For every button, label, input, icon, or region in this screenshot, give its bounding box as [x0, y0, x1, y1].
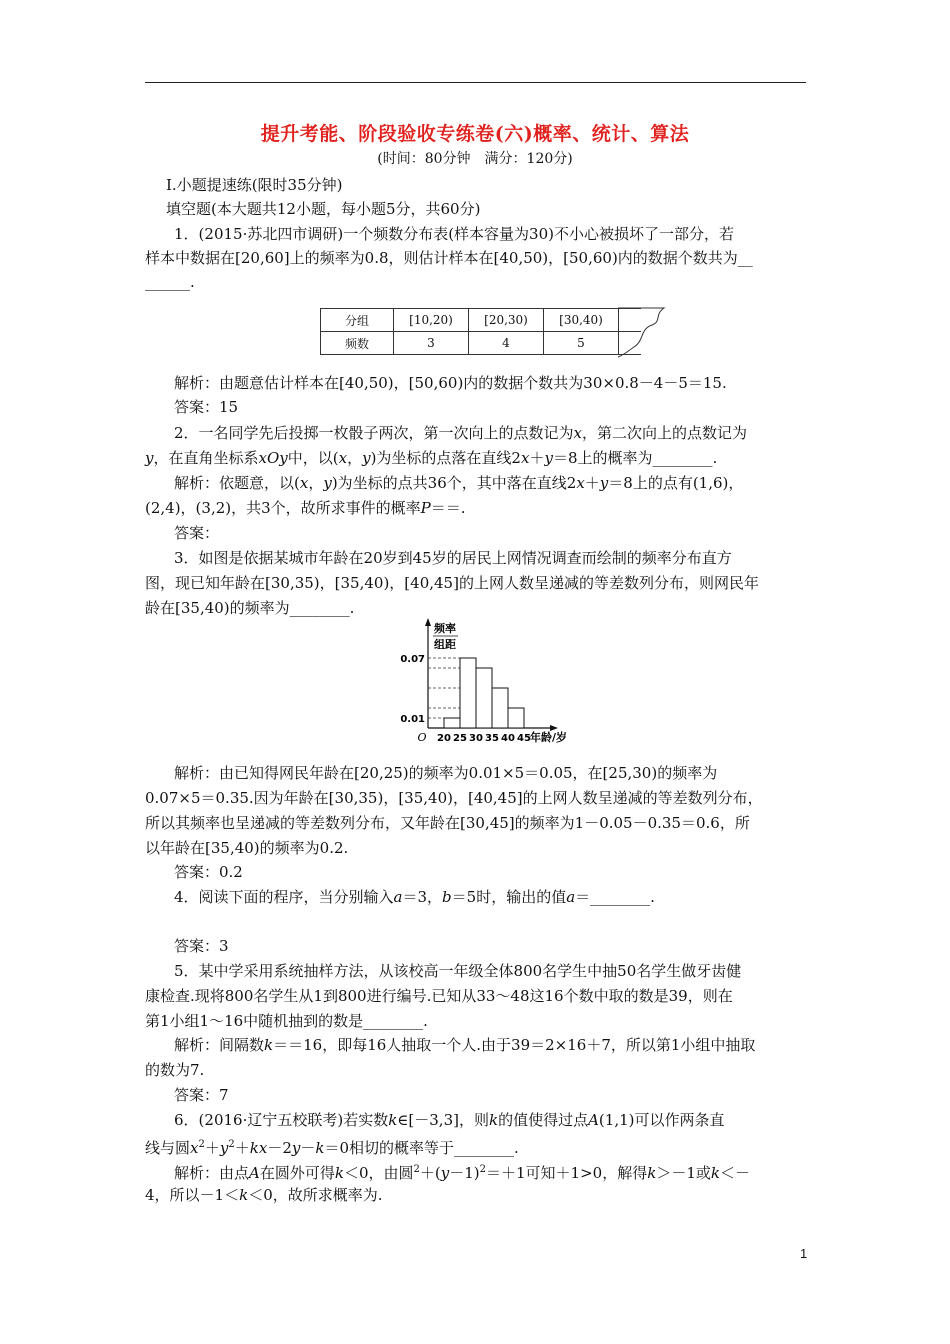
table-cell: 3	[394, 332, 469, 355]
sup-2: 2	[479, 1164, 487, 1175]
text-span: ＋	[234, 1139, 250, 1157]
text-span: (2,4)，(3,2)，共3个，故所求事件的概率	[145, 499, 421, 517]
text-span: ＝＋1可知＋1>0，解得	[486, 1164, 648, 1182]
text-span: ，在直角坐标系	[153, 449, 259, 467]
y-axis-label-numerator: 频率	[434, 622, 456, 635]
x-axis-label: 年龄/岁	[530, 731, 568, 744]
text-span: －1)	[449, 1164, 480, 1182]
q6-line2	[145, 1136, 519, 1157]
q3-line2: 图，现已知年龄在[30,35)，[35,40)，[40,45]的上网人数呈递减的等差数列分布，则网民年	[145, 574, 759, 592]
var-y: y	[323, 474, 332, 492]
torn-edge	[614, 307, 674, 359]
origin-label: O	[417, 731, 427, 744]
histogram-chart	[380, 618, 610, 758]
var-k: k	[710, 1164, 720, 1182]
q4-answer: 答案：3	[174, 937, 229, 955]
var-x: x	[520, 449, 530, 467]
q2-line2	[145, 449, 717, 467]
text-span: 在圆外可得	[259, 1164, 335, 1182]
q2-line1	[174, 424, 747, 442]
q1-line2: 样本中数据在[20,60]上的频率为0.8，则估计样本在[40,50)，[50,60)内的数据个数共为__	[145, 249, 753, 267]
q3-solution-line3: 所以其频率也呈递减的等差数列分布，又年龄在[30,45]的频率为1－0.05－0.35＝0.6，所	[145, 814, 750, 832]
var-k: k	[388, 1111, 398, 1129]
text-span: ，	[308, 474, 324, 492]
q3-solution-line4: 以年龄在[35,40)的频率为0.2.	[145, 839, 349, 857]
text-span: ＜0，故所求概率为.	[248, 1186, 383, 1204]
q6-line1	[174, 1111, 724, 1129]
text-span: 4．阅读下面的程序，当分别输入	[174, 888, 394, 906]
var-k: k	[647, 1164, 657, 1182]
q3-line3: 龄在[35,40)的频率为________.	[145, 599, 355, 617]
var-k: k	[334, 1164, 344, 1182]
text-span: ＝8上的点有(1,6)，	[608, 474, 744, 492]
var-y: y	[291, 1139, 301, 1157]
q3-solution-line2: 0.07×5＝0.35.因为年龄在[30,35)，[35,40)，[40,45]的上网人数呈递减的等差数列分布，	[145, 789, 763, 807]
text-span: ＜－	[719, 1164, 750, 1182]
header-rule	[145, 82, 806, 83]
var-a: a	[393, 888, 403, 906]
text-span: ＝＝16，即每16人抽取一个人.由于39＝2×16＋7，所以第1小组中抽取	[273, 1036, 756, 1054]
section-subheading: 填空题(本大题共12小题，每小题5分，共60分)	[166, 200, 481, 218]
var-y: y	[145, 449, 154, 467]
page-subtitle: (时间：80分钟 满分：120分)	[377, 151, 573, 167]
q5-solution-line1	[174, 1036, 755, 1054]
histogram-bar	[492, 688, 508, 728]
text-span: 解析：由点	[174, 1164, 250, 1182]
text-span: ＝________.	[575, 888, 655, 906]
histogram-bar	[444, 718, 460, 728]
table-cell: [30,40)	[544, 309, 619, 332]
var-x: x	[299, 474, 309, 492]
text-span: ＋	[204, 1139, 220, 1157]
q5-line3: 第1小组1～16中随机抽到的数是________.	[145, 1012, 428, 1030]
q1-line1: 1．(2015·苏北四市调研)一个频数分布表(样本容量为30)不小心被损坏了一部分，若	[174, 225, 734, 243]
q5-line2: 康检查.现将800名学生从1到800进行编号.已知从33～48这16个数中取的数是39，则在	[145, 987, 733, 1005]
q5-solution-line2: 的数为7.	[145, 1061, 205, 1079]
var-x: x	[576, 474, 585, 492]
var-kx: kx	[249, 1139, 268, 1157]
q5-answer: 答案：7	[174, 1086, 229, 1104]
q6-solution-line1	[174, 1161, 750, 1182]
var-k: k	[488, 1111, 499, 1129]
text-span: ＝0相切的概率等于________.	[324, 1139, 519, 1157]
x-tick-label: 30	[469, 733, 483, 744]
var-k: k	[315, 1139, 325, 1157]
y-tick-label: 0.01	[400, 714, 425, 725]
var-a: a	[566, 888, 576, 906]
text-span: ∈[－3,3]，则	[397, 1111, 489, 1129]
text-span: 解析：间隔数	[174, 1036, 265, 1054]
text-span: 4，所以－1＜	[145, 1186, 240, 1204]
table-cell: 分组	[321, 309, 394, 332]
var-A: A	[249, 1164, 260, 1182]
text-span: )为坐标的点落在直线2	[370, 449, 521, 467]
table-cell: 4	[469, 332, 544, 355]
text-span: ＋	[529, 449, 545, 467]
q6-solution-line2	[145, 1186, 383, 1204]
var-A: A	[588, 1111, 599, 1129]
x-tick-label: 35	[485, 733, 499, 744]
var-y: y	[440, 1164, 450, 1182]
var-k: k	[264, 1036, 274, 1054]
y-tick-label: 0.07	[400, 654, 425, 665]
x-tick-label: 40	[501, 733, 515, 744]
section-heading: Ⅰ.小题提速练(限时35分钟)	[166, 176, 343, 194]
x-tick-label: 45	[517, 733, 531, 744]
q5-line1: 5．某中学采用系统抽样方法，从该校高一年级全体800名学生中抽50名学生做牙齿健	[174, 962, 742, 980]
q1-line3: ______.	[145, 273, 195, 291]
text-span: ＝＝.	[430, 499, 466, 517]
var-y: y	[544, 449, 553, 467]
histogram-bar	[460, 658, 476, 728]
text-span: ＋	[584, 474, 600, 492]
page-title: 提升考能、阶段验收专练卷(六)概率、统计、算法	[260, 123, 690, 145]
text-span: ＞－1或	[656, 1164, 711, 1182]
x-tick-label: 25	[453, 733, 467, 744]
table-cell: [20,30)	[469, 309, 544, 332]
var-p: P	[420, 499, 431, 517]
text-span: －2	[267, 1139, 292, 1157]
text-span: 中，以(	[287, 449, 339, 467]
y-axis-arrow	[425, 618, 431, 626]
text-span: )为坐标的点共36个，其中落在直线2	[331, 474, 577, 492]
text-span: 线与圆	[145, 1139, 191, 1157]
text-span: ＋(	[419, 1164, 441, 1182]
text-span: 6．(2016·辽宁五校联考)若实数	[174, 1111, 389, 1129]
q3-solution-line1: 解析：由已知得网民年龄在[20,25)的频率为0.01×5＝0.05，在[25,30)的频率为	[174, 764, 718, 782]
var-x: x	[573, 424, 583, 442]
q2-solution-line1	[174, 474, 743, 492]
text-span: ＜0，由圆	[343, 1164, 414, 1182]
histogram-bar	[476, 668, 492, 728]
text-span: ＝8上的概率为________.	[552, 449, 718, 467]
y-axis-label-denominator: 组距	[434, 638, 456, 651]
q3-line1: 3．如图是依据某城市年龄在20岁到45岁的居民上网情况调查而绘制的频率分布直方	[174, 549, 732, 567]
text-span: ，第二次向上的点数记为	[582, 424, 748, 442]
var-x: x	[338, 449, 348, 467]
var-xoy: xOy	[258, 449, 288, 467]
text-span: －	[300, 1139, 316, 1157]
var-y: y	[599, 474, 609, 492]
var-k: k	[239, 1186, 249, 1204]
text-span: 2．一名同学先后投掷一枚骰子两次，第一次向上的点数记为	[174, 424, 574, 442]
sup-2: 2	[228, 1139, 235, 1150]
q2-solution-line2	[145, 499, 466, 517]
text-span: (1,1)可以作两条直	[598, 1111, 725, 1129]
q1-solution: 解析：由题意估计样本在[40,50)，[50,60)内的数据个数共为30×0.8－4－5＝15.	[174, 374, 727, 392]
var-b: b	[442, 888, 452, 906]
text-span: ＝3，	[402, 888, 443, 906]
text-span: ＝5时，输出的值	[451, 888, 567, 906]
text-span: 的值使得过点	[498, 1111, 589, 1129]
q3-answer: 答案：0.2	[174, 863, 243, 881]
histogram-bar	[508, 708, 524, 728]
table-cell: 频数	[321, 332, 394, 355]
table-cell: [10,20)	[394, 309, 469, 332]
x-tick-label: 20	[437, 733, 451, 744]
table-cell: 5	[544, 332, 619, 355]
sup-2: 2	[198, 1139, 205, 1150]
frequency-table	[320, 308, 641, 355]
var-x: x	[190, 1139, 199, 1157]
q1-answer: 答案：15	[174, 398, 239, 416]
var-y: y	[219, 1139, 229, 1157]
sup-2: 2	[413, 1164, 420, 1175]
page-number: 1	[800, 1246, 808, 1261]
q2-answer: 答案：	[174, 524, 220, 542]
text-span: 解析：依题意，以(	[174, 474, 300, 492]
q4-line1	[174, 888, 655, 906]
var-y: y	[362, 449, 371, 467]
text-span: ，	[347, 449, 363, 467]
